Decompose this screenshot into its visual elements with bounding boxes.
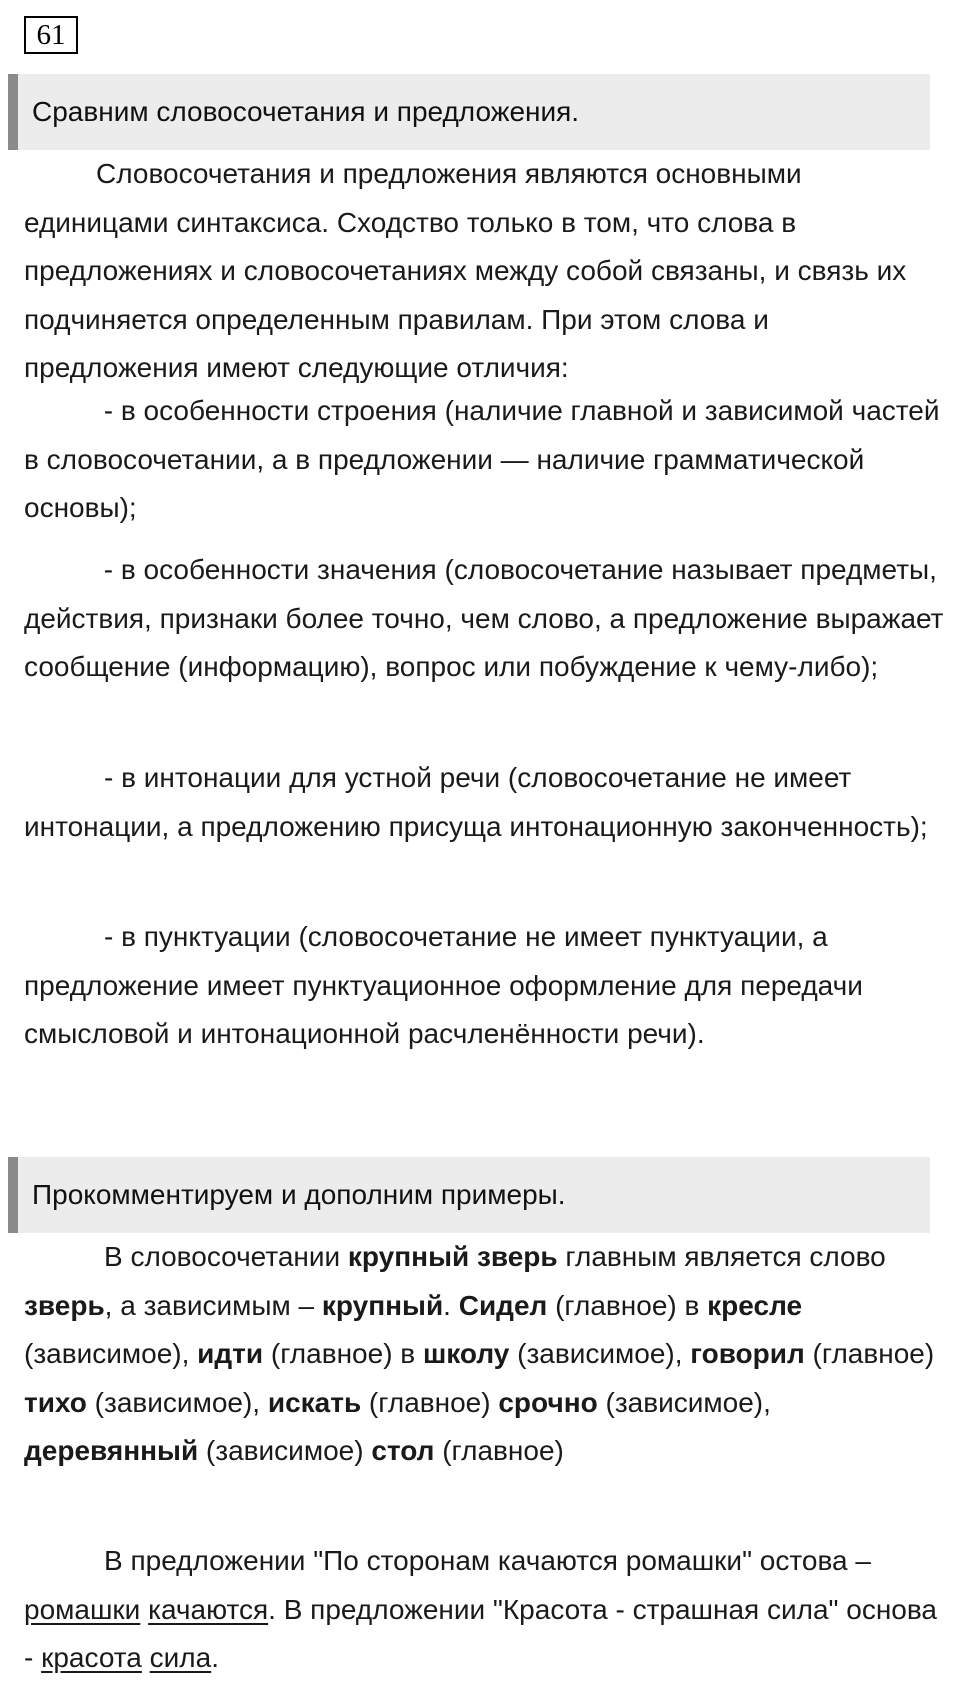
underlined-predicate: сила: [149, 1642, 212, 1673]
bold-word: школу: [422, 1338, 510, 1369]
examples-paragraph-sentences: [24, 1537, 949, 1683]
bold-word: Сидел: [458, 1289, 548, 1321]
difference-item-meaning: - в особенности значения (словосочетание называет предметы, действия, признаки более точно, чем слово, а предложение выражает сообщение (информацию), вопрос или побуждение к чему-либо);: [24, 554, 952, 682]
text-run: В словосочетании: [104, 1241, 348, 1272]
text-run: .: [443, 1289, 459, 1321]
bold-word: идти: [197, 1338, 264, 1369]
bold-word: искать: [267, 1386, 362, 1418]
bold-phrase: крупный зверь: [347, 1241, 558, 1272]
task-number-box: 61: [24, 16, 78, 54]
underlined-predicate: качаются: [148, 1593, 269, 1625]
text-run: (зависимое),: [509, 1338, 691, 1369]
text-run: (главное) в: [263, 1338, 423, 1369]
bold-word: говорил: [690, 1338, 805, 1369]
bold-word: зверь: [24, 1289, 105, 1321]
section-header-examples: Прокомментируем и дополним примеры.: [8, 1157, 930, 1233]
intro-paragraph: Словосочетания и предложения являются основными единицами синтаксиса. Сходство только в том, что слова в предложениях и словосочетаниях между собой связаны, и связь их подчиняется определенным правилам. При этом слова и предложения имеют следующие отличия:: [24, 158, 907, 383]
text-run: [140, 1594, 148, 1625]
examples-paragraph-phrases: [24, 1233, 949, 1476]
difference-item-intonation: - в интонации для устной речи (словосочетание не имеет интонации, а предложению присуща интонационную законченность);: [24, 762, 928, 842]
text-run: , а зависимым –: [104, 1289, 322, 1321]
text-run: главным является слово: [557, 1241, 886, 1272]
bold-word: деревянный: [24, 1435, 199, 1466]
text-run: . В предложении "Красота - страшная сила" основа -: [24, 1593, 937, 1673]
text-run: (зависимое),: [24, 1338, 198, 1369]
underlined-subject: ромашки: [24, 1593, 141, 1625]
text-run: (зависимое): [198, 1435, 372, 1466]
difference-item-punctuation: - в пунктуации (словосочетание не имеет пунктуации, а предложение имеет пунктуационное оформление для передачи смысловой и интонационной расчленённости речи).: [24, 921, 863, 1049]
text-run: .: [211, 1642, 219, 1673]
text-run: (зависимое),: [86, 1386, 268, 1418]
text-run: (главное): [361, 1386, 499, 1418]
bold-word: стол: [371, 1435, 435, 1466]
difference-item-structure: - в особенности строения (наличие главной и зависимой частей в словосочетании, а в предложении — наличие грамматической основы);: [24, 395, 948, 523]
bold-word: крупный: [321, 1289, 444, 1321]
text-run: [142, 1642, 150, 1673]
text-run: (главное) в: [547, 1289, 708, 1321]
text-run: (зависимое),: [597, 1386, 771, 1418]
bold-word: кресле: [707, 1289, 803, 1321]
section-header-compare: Сравним словосочетания и предложения.: [8, 74, 930, 150]
text-run: В предложении "По сторонам качаются ромашки" остова –: [104, 1545, 871, 1576]
bold-word: срочно: [498, 1386, 598, 1418]
bold-word: тихо: [24, 1386, 87, 1418]
text-run: (главное): [434, 1435, 564, 1466]
underlined-subject: красота: [41, 1642, 142, 1673]
text-run: (главное): [804, 1338, 935, 1369]
